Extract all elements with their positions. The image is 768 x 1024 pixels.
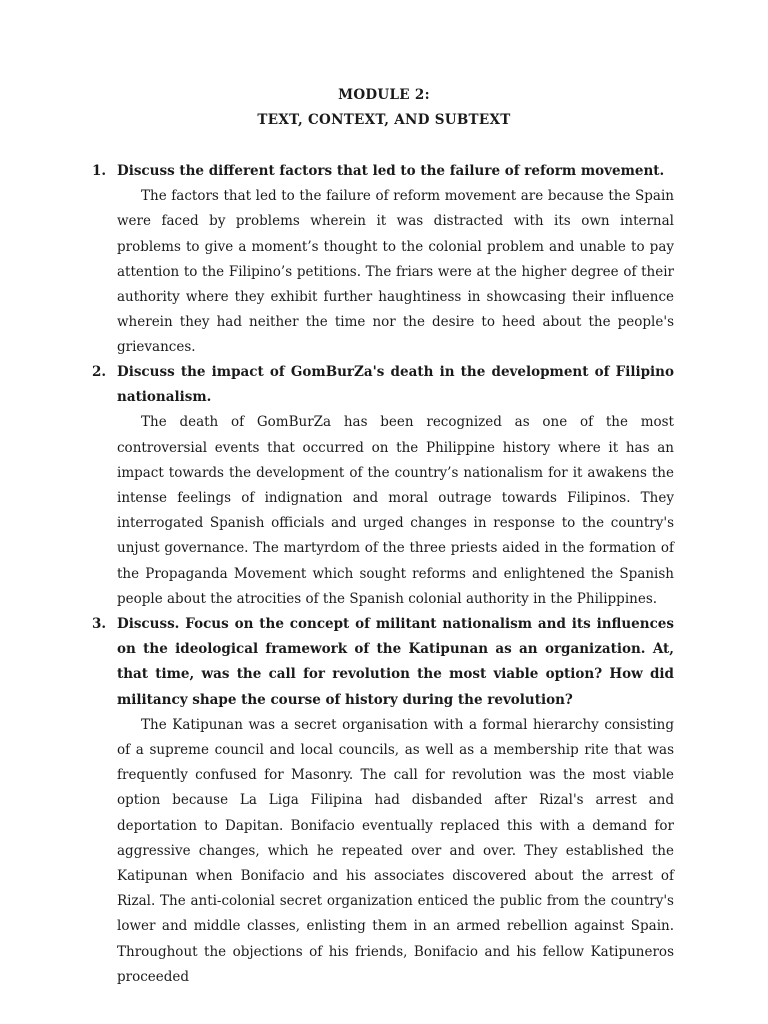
module-title: MODULE 2: (338, 87, 430, 103)
question-number: 1. (92, 163, 107, 179)
question-text: Discuss. Focus on the concept of militant nationalism and its influences on the ideological framework of the Katipunan as an organization. At, that time, was the call for revolution the most viable option? How did militancy shape the course of history during the revolution? (117, 616, 674, 708)
question-number: 2. (92, 364, 107, 380)
question-number: 3. (92, 616, 107, 632)
question-text: Discuss the different factors that led to the failure of reform movement. (117, 163, 665, 179)
question-item-2 (92, 360, 674, 612)
question-item-3 (92, 612, 674, 990)
question-item-1 (92, 159, 674, 361)
answer-paragraph: The death of GomBurZa has been recognized as one of the most controversial events that occurred on the Philippine history where it has an impact towards the development of the country’s nationalism for it awakens the intense feelings of indignation and moral outrage towards Filipinos. They interrogated Spanish officials and urged changes in response to the country's unjust governance. The martyrdom of the three priests aided in the formation of the Propaganda Movement which sought reforms and enlightened the Spanish people about the atrocities of the Spanish colonial authority in the Philippines. (117, 414, 674, 607)
answer-paragraph: The Katipunan was a secret organisation with a formal hierarchy consisting of a supreme council and local councils, as well as a membership rite that was frequently confused for Masonry. The call for revolution was the most viable option because La Liga Filipina had disbanded after Rizal's arrest and deportation to Dapitan. Bonifacio eventually replaced this with a demand for aggressive changes, which he repeated over and over. They established the Katipunan when Bonifacio and his associates discovered about the arrest of Rizal. The anti-colonial secret organization enticed the public from the country's lower and middle classes, enlisting them in an armed rebellion against Spain. Throughout the objections of his friends, Bonifacio and his fellow Katipuneros proceeded (117, 716, 674, 985)
answer-paragraph: The factors that led to the failure of reform movement are because the Spain were faced by problems wherein it was distracted with its own internal problems to give a moment’s thought to the colonial problem and unable to pay attention to the Filipino’s petitions. The friars were at the higher degree of their authority where they exhibit further haughtiness in showcasing their influence wherein they had neither the time nor the desire to heed about the people's grievances. (117, 188, 674, 356)
module-subtitle: TEXT, CONTEXT, AND SUBTEXT (257, 112, 511, 128)
question-text: Discuss the impact of GomBurZa's death in the development of Filipino nationalism. (117, 364, 674, 406)
